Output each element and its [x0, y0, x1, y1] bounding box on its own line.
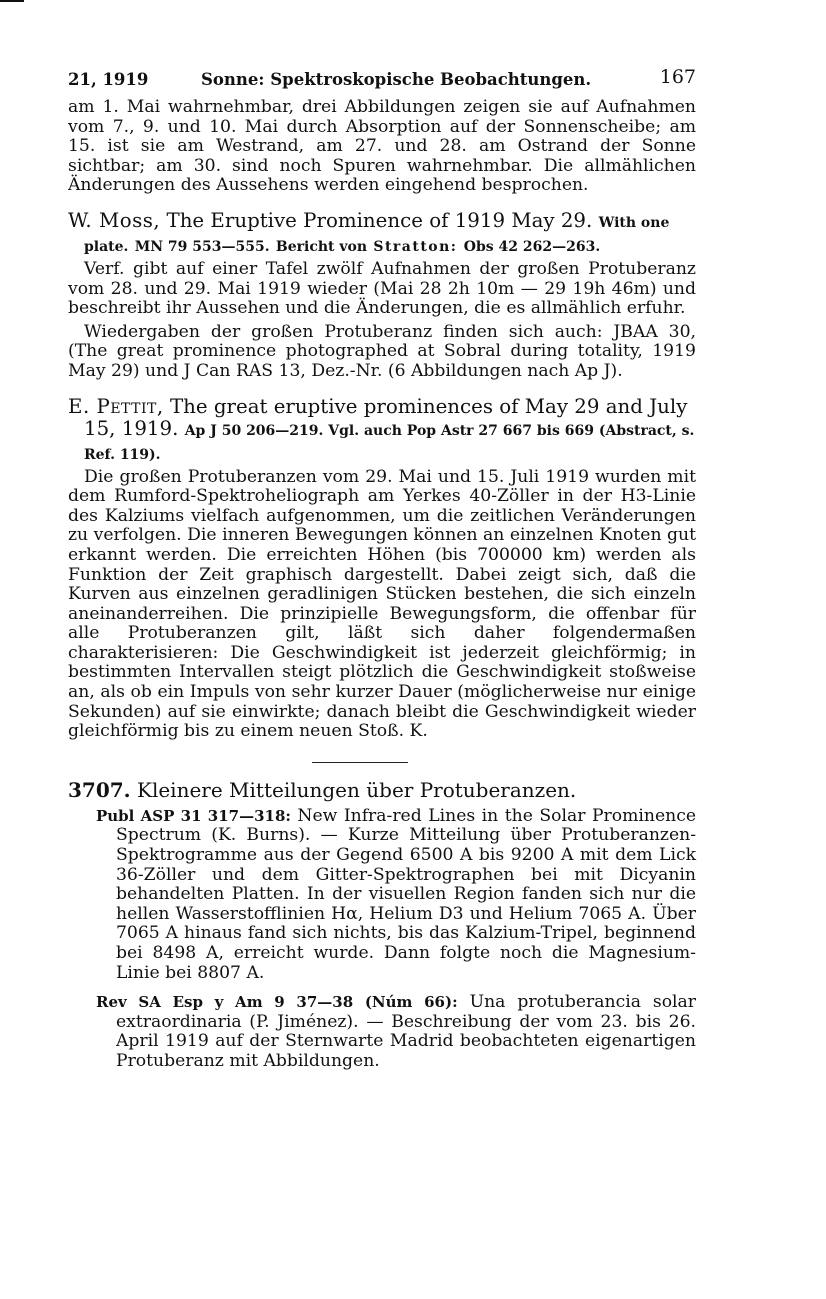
entry-heading: [68, 208, 696, 258]
section-title: Kleinere Mitteilungen über Protuberanzen.: [137, 777, 577, 802]
entry-title-extra: With one plate.: [84, 214, 670, 255]
scan-edge-mark: [0, 0, 24, 2]
entry-pettit: [68, 396, 696, 742]
document-page: [68, 64, 696, 1082]
section-item-source: Rev SA Esp y Am 9 37—38 (Núm 66):: [96, 993, 458, 1012]
page-number: 167: [659, 66, 696, 88]
section-item: [96, 805, 696, 983]
section-heading: [68, 779, 696, 801]
section-divider: [312, 762, 408, 763]
entry-heading: [68, 394, 696, 466]
intro-paragraph: am 1. Mai wahrnehmbar, drei Abbildungen zeigen sie auf Aufnahmen vom 7., 9. und 10. Mai durch Absorption auf der Sonnenscheibe; am 15. ist sie am Westrand, am 27. und 28. am Ostrand der Sonne sichtbar; am 30. sind noch Spuren wahrnehmbar. Die allmählichen Änderungen des Aussehens werden eingehend besprochen.: [68, 97, 696, 196]
entry-paragraph: Verf. gibt auf einer Tafel zwölf Aufnahmen der großen Protuberanz vom 28. und 29. Mai 1919 wieder (Mai 28 2h 10m — 29 19h 46m) und beschreibt ihr Aussehen und die Änderungen, die es allmählich erfuhr.: [68, 258, 696, 319]
entry-source-label: Bericht von: [275, 238, 368, 255]
entry-author: W. Moss,: [68, 208, 161, 232]
section-item-source: Publ ASP 31 317—318:: [96, 806, 291, 825]
entry-author: E. Pettit,: [68, 394, 164, 418]
section-number: 3707.: [68, 777, 131, 802]
entry-title: The Eruptive Prominence of 1919 May 29.: [166, 208, 593, 232]
entry-source-ref: Obs 42 262—263.: [463, 238, 601, 255]
entry-source: Ap J 50 206—219. Vgl. auch Pop Astr 27 667 bis 669 (Abstract, s. Ref. 119).: [84, 422, 695, 463]
section-item: [96, 992, 696, 1071]
entry-source-author: Stratton:: [373, 238, 458, 255]
entry-paragraph: Wiedergaben der großen Protuberanz finden sich auch: JBAA 30, (The great prominence photographed at Sobral during totality, 1919 May 29) und J Can RAS 13, Dez.-Nr. (6 Abbildungen nach Ap J).: [68, 321, 696, 381]
section-item-text: Una protuberancia solar extraordinaria (P. Jiménez). — Beschreibung der vom 23. bis 26. April 1919 auf der Sternwarte Madrid beobachteten eigenartigen Protuberanz mit Abbildungen.: [116, 992, 696, 1071]
entry-source: MN 79 553—555.: [134, 238, 270, 255]
entry-paragraph: Die großen Protuberanzen vom 29. Mai und 15. Juli 1919 wurden mit dem Rumford-Spektroheliograph am Yerkes 40-Zöller in der H3-Linie des Kalziums vielfach aufgenommen, um die zeitlichen Veränderungen zu verfolgen. Die inneren Bewegungen können an einzelnen Knoten gut erkannt werden. Die erreichten Höhen (bis 700000 km) werden als Funktion der Zeit graphisch dargestellt. Dabei zeigt sich, daß die Kurven aus einzelnen geradlinigen Stücken bestehen, die sich einzeln aneinanderreihen. Die prinzipielle Bewegungsform, die offenbar für alle Protuberanzen gilt, läßt sich daher folgendermaßen charakterisieren: Die Geschwindigkeit ist jederzeit gleichförmig; in bestimmten Intervallen steigt plötzlich die Geschwindigkeit stoßweise an, als ob ein Impuls von sehr kurzer Dauer (möglicherweise nur einige Sekunden) auf sie einwirkte; danach bleibt die Geschwindigkeit wieder gleichförmig bis zu einem neuen Stoß. K.: [68, 466, 696, 742]
running-head: [68, 64, 696, 98]
entry-moss: [68, 210, 696, 382]
running-head-volume: 21, 1919: [68, 70, 149, 89]
section-3707: [68, 779, 696, 1072]
entry-title: The great eruptive prominences of May 29 and July 15, 1919.: [84, 394, 688, 440]
running-head-title: Sonne: Spektroskopische Beobachtungen.: [201, 70, 592, 89]
section-item-text: New Infra-red Lines in the Solar Prominence Spectrum (K. Burns). — Kurze Mitteilung über Protuberanzen-Spektrogramme aus der Gegend 6500 A bis 9200 A mit dem Lick 36-Zöller und dem Gitter-Spektrographen bei mit Dicyanin behandelten Platten. In der visuellen Region fanden sich nur die hellen Wasserstofflinien Hα, Helium D3 und Helium 7065 A. Über 7065 A hinaus fand sich nichts, bis das Kalzium-Tripel, beginnend bei 8498 A, erreicht wurde. Dann folgte noch die Magnesium-Linie bei 8807 A.: [116, 805, 696, 983]
